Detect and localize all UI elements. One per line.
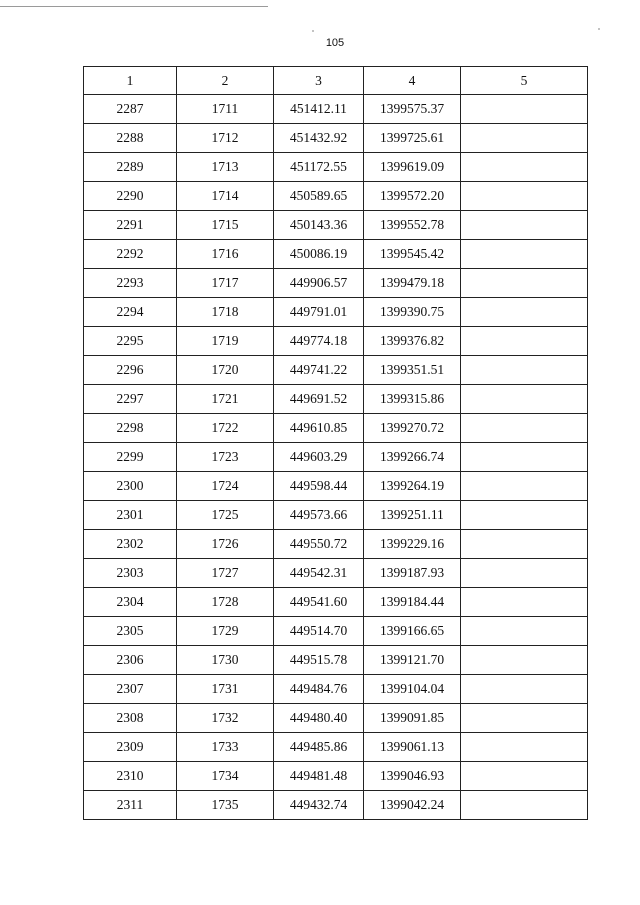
page-number: 105	[325, 37, 345, 49]
table-cell-col-4: 1399545.42	[364, 240, 461, 269]
table-cell-col-2: 1727	[177, 559, 274, 588]
table-body	[84, 95, 588, 820]
table-row	[84, 182, 588, 211]
table-cell-col-1: 2291	[84, 211, 177, 240]
table-cell-col-4: 1399619.09	[364, 153, 461, 182]
table-row	[84, 646, 588, 675]
table-cell-col-1: 2298	[84, 414, 177, 443]
table-cell-col-3: 451412.11	[274, 95, 364, 124]
table-cell-col-5	[461, 414, 588, 443]
table-cell-col-5	[461, 617, 588, 646]
table-cell-col-1: 2305	[84, 617, 177, 646]
table-cell-col-5	[461, 385, 588, 414]
table-row	[84, 530, 588, 559]
table-cell-col-1: 2297	[84, 385, 177, 414]
table-cell-col-1: 2296	[84, 356, 177, 385]
table-cell-col-2: 1721	[177, 385, 274, 414]
table-cell-col-3: 449542.31	[274, 559, 364, 588]
table-cell-col-5	[461, 646, 588, 675]
table-row	[84, 414, 588, 443]
table-cell-col-3: 449541.60	[274, 588, 364, 617]
table-cell-col-1: 2311	[84, 791, 177, 820]
table-cell-col-1: 2290	[84, 182, 177, 211]
table-cell-col-3: 449598.44	[274, 472, 364, 501]
table-cell-col-3: 450143.36	[274, 211, 364, 240]
table-cell-col-1: 2288	[84, 124, 177, 153]
scan-speck	[598, 28, 600, 30]
table-cell-col-3: 449791.01	[274, 298, 364, 327]
table-cell-col-5	[461, 298, 588, 327]
table-cell-col-5	[461, 762, 588, 791]
table-cell-col-4: 1399046.93	[364, 762, 461, 791]
table-cell-col-1: 2306	[84, 646, 177, 675]
table-cell-col-3: 449514.70	[274, 617, 364, 646]
coordinates-table	[83, 66, 588, 820]
table-cell-col-1: 2307	[84, 675, 177, 704]
table-cell-col-3: 449610.85	[274, 414, 364, 443]
table-cell-col-3: 449432.74	[274, 791, 364, 820]
table-cell-col-1: 2299	[84, 443, 177, 472]
table-row	[84, 501, 588, 530]
table-cell-col-2: 1714	[177, 182, 274, 211]
table-cell-col-4: 1399091.85	[364, 704, 461, 733]
table-cell-col-3: 450589.65	[274, 182, 364, 211]
table-cell-col-5	[461, 791, 588, 820]
table-cell-col-3: 449774.18	[274, 327, 364, 356]
column-header-1: 1	[84, 67, 177, 95]
table-cell-col-1: 2309	[84, 733, 177, 762]
table-cell-col-2: 1725	[177, 501, 274, 530]
table-cell-col-5	[461, 704, 588, 733]
table-row	[84, 211, 588, 240]
table-cell-col-4: 1399229.16	[364, 530, 461, 559]
column-header-5: 5	[461, 67, 588, 95]
table-cell-col-4: 1399270.72	[364, 414, 461, 443]
table-cell-col-1: 2304	[84, 588, 177, 617]
column-header-3: 3	[274, 67, 364, 95]
table-cell-col-3: 451432.92	[274, 124, 364, 153]
table-cell-col-3: 451172.55	[274, 153, 364, 182]
table-cell-col-5	[461, 530, 588, 559]
header-row	[84, 67, 588, 95]
table-cell-col-2: 1729	[177, 617, 274, 646]
table-cell-col-2: 1711	[177, 95, 274, 124]
table-cell-col-2: 1718	[177, 298, 274, 327]
table-cell-col-1: 2295	[84, 327, 177, 356]
table-row	[84, 704, 588, 733]
table-cell-col-4: 1399061.13	[364, 733, 461, 762]
table-cell-col-3: 449481.48	[274, 762, 364, 791]
table-cell-col-3: 449484.76	[274, 675, 364, 704]
table-cell-col-4: 1399264.19	[364, 472, 461, 501]
table-row	[84, 791, 588, 820]
table-cell-col-2: 1731	[177, 675, 274, 704]
table-row	[84, 559, 588, 588]
table-cell-col-3: 449741.22	[274, 356, 364, 385]
table-cell-col-5	[461, 240, 588, 269]
table-cell-col-4: 1399104.04	[364, 675, 461, 704]
table-cell-col-5	[461, 559, 588, 588]
table-cell-col-4: 1399572.20	[364, 182, 461, 211]
table-cell-col-3: 449603.29	[274, 443, 364, 472]
table-cell-col-5	[461, 443, 588, 472]
table-cell-col-2: 1734	[177, 762, 274, 791]
table-row	[84, 124, 588, 153]
table-cell-col-2: 1724	[177, 472, 274, 501]
table-row	[84, 733, 588, 762]
table-cell-col-4: 1399376.82	[364, 327, 461, 356]
table-cell-col-4: 1399251.11	[364, 501, 461, 530]
table-cell-col-5	[461, 182, 588, 211]
table-row	[84, 298, 588, 327]
table-cell-col-2: 1733	[177, 733, 274, 762]
table-cell-col-3: 449480.40	[274, 704, 364, 733]
table-cell-col-4: 1399166.65	[364, 617, 461, 646]
table-row	[84, 95, 588, 124]
table-cell-col-4: 1399187.93	[364, 559, 461, 588]
table-cell-col-5	[461, 588, 588, 617]
table-cell-col-1: 2301	[84, 501, 177, 530]
column-header-2: 2	[177, 67, 274, 95]
table-cell-col-2: 1716	[177, 240, 274, 269]
table-row	[84, 617, 588, 646]
table-cell-col-2: 1726	[177, 530, 274, 559]
table-cell-col-1: 2308	[84, 704, 177, 733]
table-row	[84, 472, 588, 501]
table-cell-col-2: 1722	[177, 414, 274, 443]
table-row	[84, 269, 588, 298]
column-header-4: 4	[364, 67, 461, 95]
table-cell-col-4: 1399266.74	[364, 443, 461, 472]
table-cell-col-1: 2289	[84, 153, 177, 182]
table-cell-col-1: 2293	[84, 269, 177, 298]
table-cell-col-2: 1732	[177, 704, 274, 733]
table-cell-col-5	[461, 124, 588, 153]
table-cell-col-4: 1399121.70	[364, 646, 461, 675]
table-cell-col-1: 2294	[84, 298, 177, 327]
scan-edge-line	[0, 6, 268, 7]
table-cell-col-3: 449485.86	[274, 733, 364, 762]
table-cell-col-5	[461, 211, 588, 240]
table-cell-col-3: 449906.57	[274, 269, 364, 298]
table-cell-col-1: 2310	[84, 762, 177, 791]
table-cell-col-5	[461, 327, 588, 356]
table-cell-col-5	[461, 733, 588, 762]
table-cell-col-3: 450086.19	[274, 240, 364, 269]
table-cell-col-2: 1712	[177, 124, 274, 153]
table-cell-col-2: 1735	[177, 791, 274, 820]
table-cell-col-5	[461, 95, 588, 124]
table-cell-col-4: 1399315.86	[364, 385, 461, 414]
table-cell-col-1: 2287	[84, 95, 177, 124]
table-row	[84, 762, 588, 791]
table-cell-col-2: 1723	[177, 443, 274, 472]
table-cell-col-5	[461, 269, 588, 298]
table-cell-col-5	[461, 675, 588, 704]
table-cell-col-3: 449573.66	[274, 501, 364, 530]
table-cell-col-1: 2303	[84, 559, 177, 588]
table-cell-col-3: 449550.72	[274, 530, 364, 559]
table-header	[84, 67, 588, 95]
table-cell-col-1: 2292	[84, 240, 177, 269]
table-cell-col-1: 2300	[84, 472, 177, 501]
table-row	[84, 443, 588, 472]
scan-speck	[312, 30, 314, 32]
table-cell-col-4: 1399479.18	[364, 269, 461, 298]
table-cell-col-2: 1728	[177, 588, 274, 617]
table-cell-col-3: 449691.52	[274, 385, 364, 414]
table-cell-col-5	[461, 472, 588, 501]
table-cell-col-5	[461, 501, 588, 530]
table-cell-col-2: 1713	[177, 153, 274, 182]
table-cell-col-4: 1399390.75	[364, 298, 461, 327]
table-cell-col-4: 1399552.78	[364, 211, 461, 240]
table-row	[84, 240, 588, 269]
table-cell-col-4: 1399575.37	[364, 95, 461, 124]
table-cell-col-5	[461, 356, 588, 385]
table-row	[84, 327, 588, 356]
table-cell-col-2: 1720	[177, 356, 274, 385]
table-row	[84, 385, 588, 414]
table-row	[84, 356, 588, 385]
table-row	[84, 588, 588, 617]
table-cell-col-2: 1715	[177, 211, 274, 240]
table-cell-col-4: 1399351.51	[364, 356, 461, 385]
table-cell-col-4: 1399042.24	[364, 791, 461, 820]
table-row	[84, 675, 588, 704]
table-cell-col-2: 1719	[177, 327, 274, 356]
table-cell-col-5	[461, 153, 588, 182]
table-cell-col-4: 1399725.61	[364, 124, 461, 153]
table-cell-col-4: 1399184.44	[364, 588, 461, 617]
table-row	[84, 153, 588, 182]
table-cell-col-2: 1717	[177, 269, 274, 298]
table-cell-col-1: 2302	[84, 530, 177, 559]
table-cell-col-3: 449515.78	[274, 646, 364, 675]
table-cell-col-2: 1730	[177, 646, 274, 675]
